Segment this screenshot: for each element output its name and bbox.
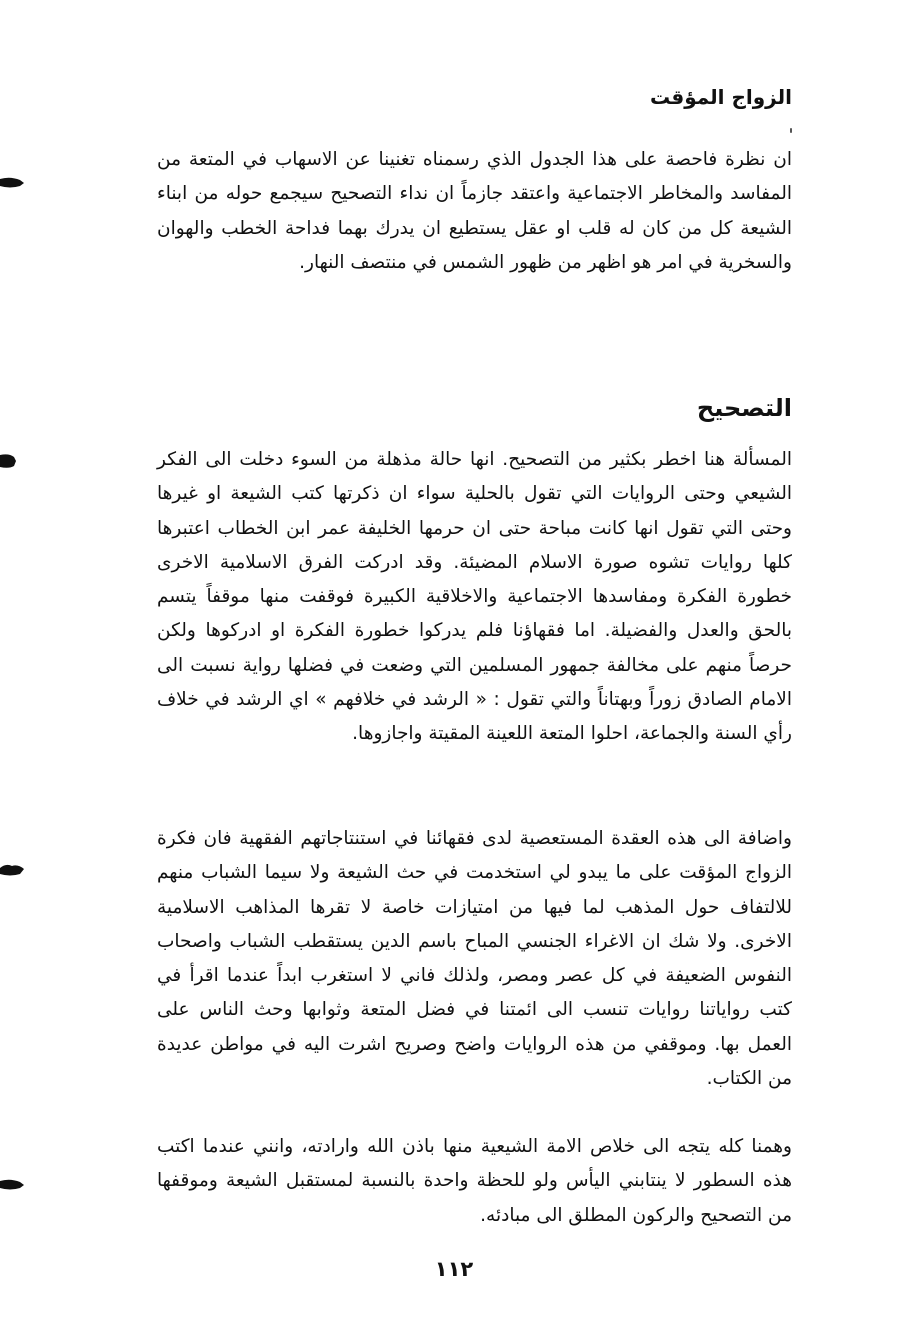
intro-paragraph: ان نظرة فاحصة على هذا الجدول الذي رسمناه تغنينا عن الاسهاب في المتعة من المفاسد والمخاطر الاجتماعية واعتقد جازماً ان نداء التصحيح سيجمع حوله من ابناء الشيعة كل من كان له قلب او عقل يستطيع ان يدرك بهما فداحة الخطب والهوان والسخرية في امر هو اظهر من ظهور الشمس في منتصف النهار.	[157, 149, 792, 273]
binding-hole-mark-3	[0, 862, 26, 880]
running-header-title: الزواج المؤقت	[649, 85, 792, 109]
section-paragraph-2: واضافة الى هذه العقدة المستعصية لدى فقهائنا في استنتاجاتهم الفقهية فان فكرة الزواج المؤقت على ما يبدو لي استخدمت في حث الشيعة ولا سيما الشباب منهم للالتفاف حول المذهب لما فيها من امتيازات خاصة لا تقرها المذاهب الاسلامية الاخرى. ولا شك ان الاغراء الجنسي المباح باسم الدين يستقطب الشباب واصحاب النفوس الضعيفة في كل عصر ومصر، ولذلك فاني لا استغرب ابداً عندما اقرأ في كتب رواياتنا روايات تنسب الى ائمتنا في فضل المتعة وثوابها وحث الناس على العمل بها. وموقفي من هذه الروايات واضح وصريح اشرت اليه في مواطن عديدة من الكتاب.	[157, 828, 792, 1090]
section-paragraph-1: المسألة هنا اخطر بكثير من التصحيح. انها حالة مذهلة من السوء دخلت الى الفكر الشيعي وحتى الروايات التي تقول بالحلية سواء ان ذكرتها كتب الشيعة او غيرها وحتى التي تقول انها كانت مباحة حتى ان حرمها الخليفة عمر ابن الخطاب اعتبرها كلها روايات تشوه صورة الاسلام المضيئة. وقد ادركت الفرق الاسلامية الاخرى خطورة الفكرة ومفاسدها الاجتماعية والاخلاقية الكبيرة فوقفت منها موقفاً يتسم بالحق والعدل والفضيلة. اما فقهاؤنا فلم يدركوا خطورة الفكرة او ادركوها ولكن حرصاً منهم على مخالفة جمهور المسلمين التي وضعت في فضلها رواية نسبت الى الامام الصادق زوراً وبهتاناً والتي تقول : « الرشد في خلافهم » اي الرشد في خلاف رأي السنة والجماعة، احلوا المتعة اللعينة المقيتة واجازوها.	[157, 449, 792, 745]
ink-speck	[790, 128, 792, 133]
binding-hole-mark-2	[0, 452, 26, 470]
binding-hole-mark-4	[0, 1176, 26, 1194]
page-number: ١١٢	[434, 1257, 474, 1281]
section-heading: التصحيح	[696, 394, 792, 422]
binding-hole-mark-1	[0, 174, 26, 192]
section-paragraph-3: وهمنا كله يتجه الى خلاص الامة الشيعية منها باذن الله وارادته، وانني عندما اكتب هذه السطور لا ينتابني اليأس ولو للحظة واحدة بالنسبة لمستقبل الشيعة وموقفها من التصحيح والركون المطلق الى مبادئه.	[157, 1136, 792, 1226]
